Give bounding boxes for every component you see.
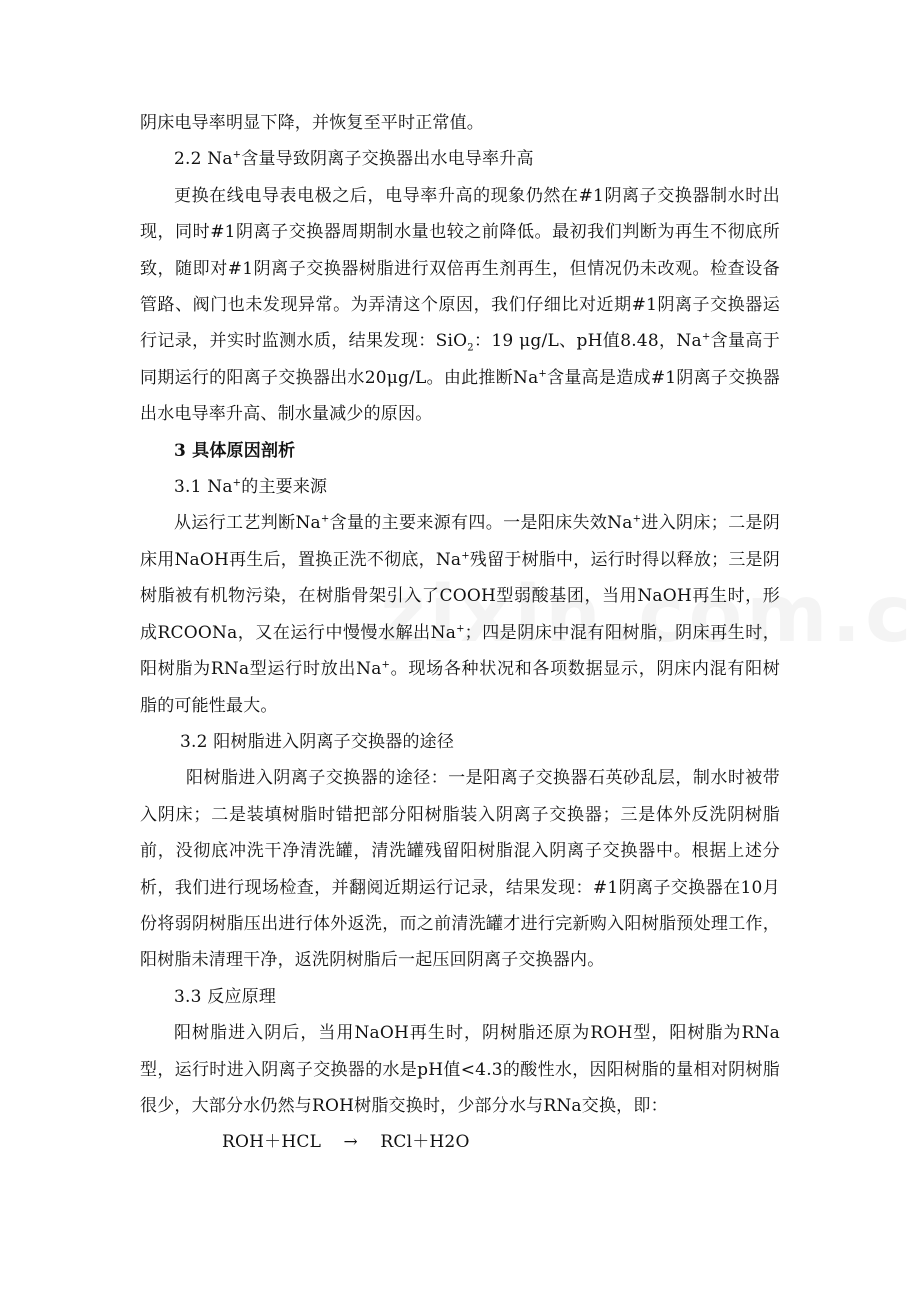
- section-heading-3-2: 3.2 阳树脂进入阴离子交换器的途径: [180, 731, 455, 752]
- paragraph-intro: 阴床电导率明显下降，并恢复至平时正常值。: [140, 113, 484, 133]
- section-heading-3-3: 3.3 反应原理: [174, 986, 277, 1007]
- body-text: [140, 105, 780, 1161]
- paragraph-3-1: 从运行工艺判断Na+含量的主要来源有四。一是阳床失效Na+进入阴床；二是阴床用NaOH再生后，置换正洗不彻底，Na+残留于树脂中，运行时得以释放；三是阴树脂被有机物污染，在树脂骨架引入了COOH型弱酸基团，当用NaOH再生时，形成RCOONa，又在运行中慢慢水解出Na+；四是阴床中混有阳树脂，阴床再生时，阳树脂为RNa型运行时放出Na+。现场各种状况和各项数据显示，阴床内混有阳树脂的可能性最大。: [140, 513, 780, 716]
- paragraph-2-2: 更换在线电导表电极之后，电导率升高的现象仍然在#1阴离子交换器制水时出现，同时#1阴离子交换器周期制水量也较之前降低。最初我们判断为再生不彻底所致，随即对#1阴离子交换器树脂进行双倍再生剂再生，但情况仍未改观。检查设备管路、阀门也未发现异常。为弄清这个原因，我们仔细比对近期#1阴离子交换器运行记录，并实时监测水质，结果发现：SiO$_2$：19 μg/L、pH值8.48，Na+含量高于同期运行的阳离子交换器出水20μg/L。由此推断Na+含量高是造成#1阴离子交换器出水电导率升高、制水量减少的原因。: [140, 185, 780, 425]
- section-heading-3-1: 3.1 Na+的主要来源: [174, 477, 328, 498]
- reaction-equation: ROH＋HCL → RCl＋H2O: [222, 1132, 470, 1153]
- section-heading-2-2: 2.2 Na+含量导致阴离子交换器出水电导率升高: [174, 149, 534, 170]
- paragraph-3-3: 阳树脂进入阴后，当用NaOH再生时，阴树脂还原为ROH型，阳树脂为RNa型，运行时进入阴离子交换器的水是pH值<4.3的酸性水，因阳树脂的量相对阴树脂很少，大部分水仍然与ROH树脂交换时，少部分水与RNa交换，即：: [140, 1023, 780, 1116]
- paragraph-3-2: 阳树脂进入阴离子交换器的途径：一是阳离子交换器石英砂乱层，制水时被带入阴床；二是装填树脂时错把部分阳树脂装入阴离子交换器；三是体外反洗阴树脂前，没彻底冲洗干净清洗罐，清洗罐残留阳树脂混入阴离子交换器中。根据上述分析，我们进行现场检查，并翻阅近期运行记录，结果发现：#1阴离子交换器在10月份将弱阴树脂压出进行体外返洗，而之前清洗罐才进行完新购入阳树脂预处理工作，阳树脂未清理干净，返洗阴树脂后一起压回阴离子交换器内。: [140, 768, 780, 971]
- section-heading-3: 3 具体原因剖析: [174, 440, 296, 461]
